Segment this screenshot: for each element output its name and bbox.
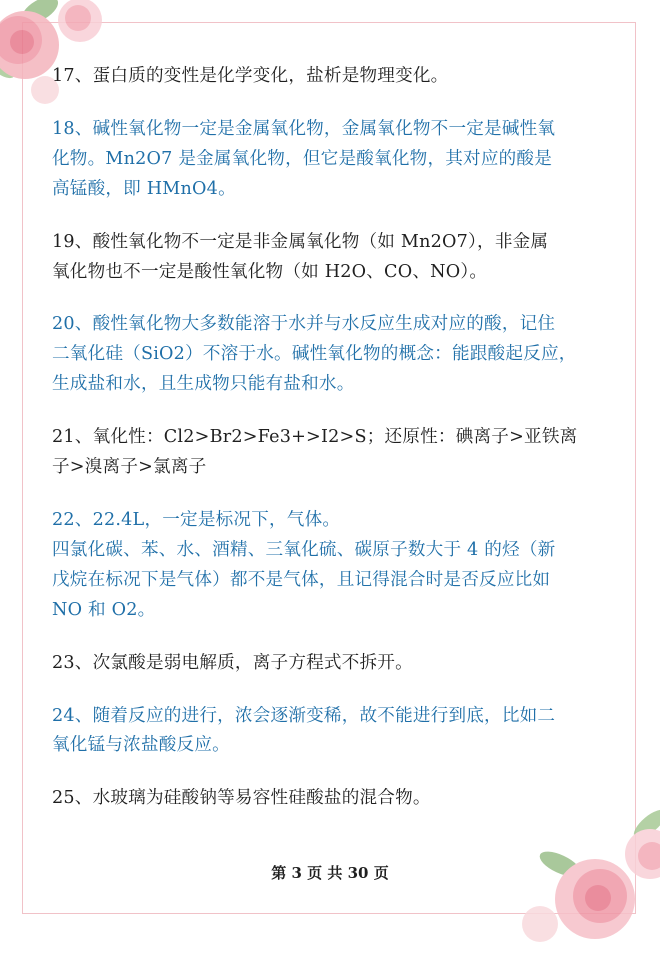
text-line: 21、氧化性：Cl2>Br2>Fe3+>I2>S；还原性：碘离子>亚铁离	[52, 427, 578, 448]
numbered-point	[52, 62, 618, 92]
text-line: 四氯化碳、苯、水、酒精、三氧化硫、碳原子数大于 4 的烃（新	[52, 539, 556, 560]
text-line: 23、次氯酸是弱电解质，离子方程式不拆开。	[52, 652, 413, 673]
text-line: NO 和 O2。	[52, 599, 156, 620]
text-line: 戊烷在标况下是气体）都不是气体，且记得混合时是否反应比如	[52, 569, 551, 590]
text-line: 子>溴离子>氯离子	[52, 457, 207, 478]
numbered-point	[52, 506, 618, 626]
text-line: 氧化物也不一定是酸性氧化物（如 H2O、CO、NO）。	[52, 261, 488, 282]
numbered-point	[52, 423, 618, 483]
text-line: 19、酸性氧化物不一定是非金属氧化物（如 Mn2O7），非金属	[52, 231, 549, 252]
numbered-point	[52, 649, 618, 679]
text-line: 25、水玻璃为硅酸钠等易容性硅酸盐的混合物。	[52, 788, 431, 809]
numbered-point	[52, 310, 618, 400]
text-line: 高锰酸，即 HMnO4。	[52, 178, 236, 199]
numbered-point	[52, 228, 618, 288]
text-line: 17、蛋白质的变性是化学变化，盐析是物理变化。	[52, 66, 449, 86]
document-body	[52, 62, 618, 837]
text-line: 二氧化硅（SiO2）不溶于水。碱性氧化物的概念：能跟酸起反应，	[52, 344, 577, 365]
page-number-footer: 第 3 页 共 30 页	[271, 864, 389, 882]
text-line: 20、酸性氧化物大多数能溶于水并与水反应生成对应的酸，记住	[52, 314, 556, 335]
text-line: 22、22.4L，一定是标况下，气体。	[52, 509, 341, 530]
text-line: 18、碱性氧化物一定是金属氧化物，金属氧化物不一定是碱性氧	[52, 118, 556, 139]
numbered-point	[52, 784, 618, 814]
text-line: 生成盐和水，且生成物只能有盐和水。	[52, 374, 355, 395]
text-line: 氧化锰与浓盐酸反应。	[52, 735, 230, 756]
numbered-point	[52, 702, 618, 762]
numbered-point	[52, 115, 618, 205]
text-line: 24、随着反应的进行，浓会逐渐变稀，故不能进行到底，比如二	[52, 705, 556, 726]
text-line: 化物。Mn2O7 是金属氧化物，但它是酸氧化物，其对应的酸是	[52, 148, 553, 169]
